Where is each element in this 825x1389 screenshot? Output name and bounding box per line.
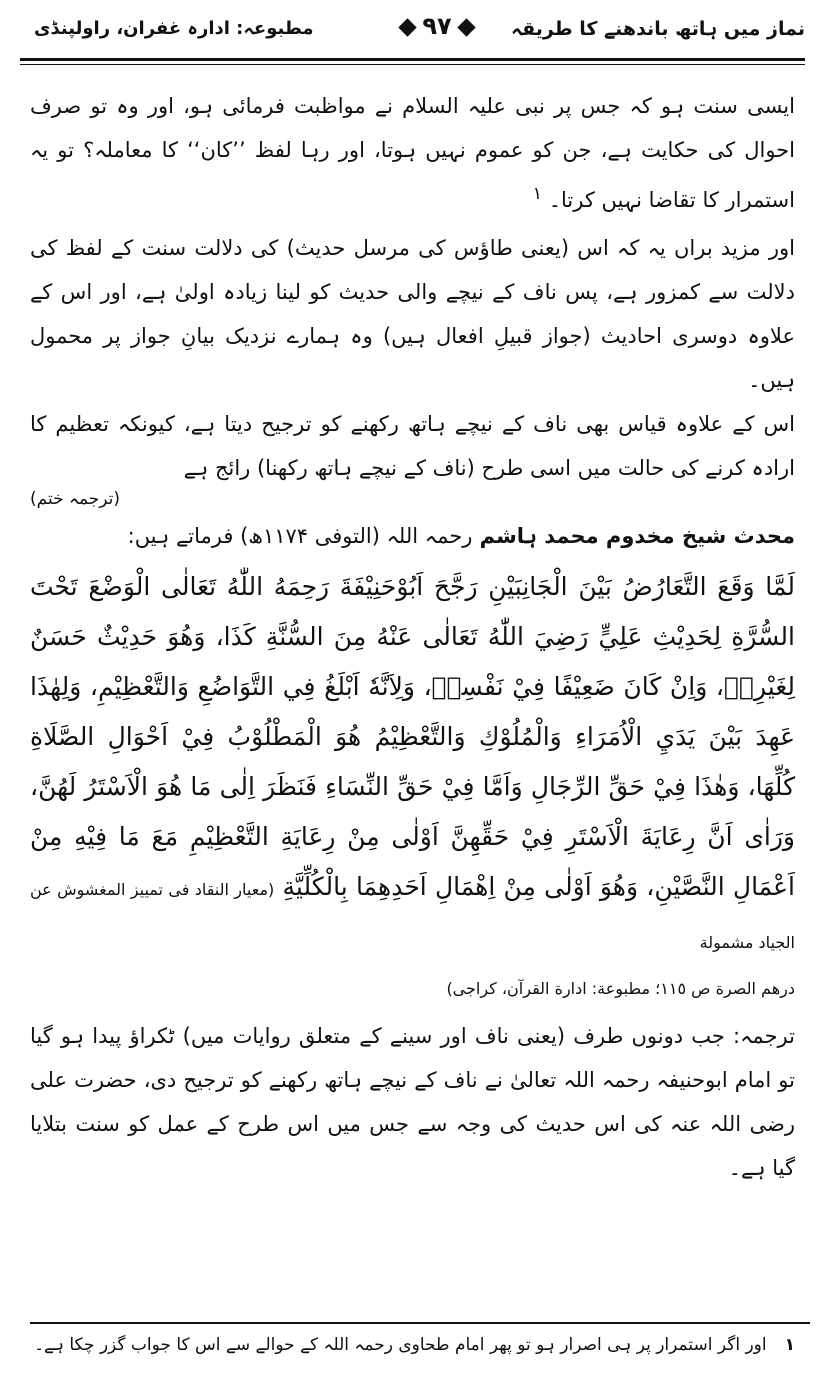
- header-divider: [20, 58, 805, 61]
- paragraph-1: [30, 84, 795, 222]
- urdu-translation: ترجمہ: جب دونوں طرف (یعنی ناف اور سینے کے متعلق روایات میں) ٹکراؤ پیدا ہو گیا تو امام ابوحنیفہ رحمہ اللہ تعالیٰ نے ناف کے نیچے ہاتھ رکھنے کو ترجیح دی، حضرت علی رضی اللہ عنہ کی اس حدیث کی وجہ سے جس میں اس طرح کے عمل کو سنت بتلایا گیا ہے۔: [30, 1024, 795, 1180]
- header-divider-thin: [20, 64, 805, 65]
- footnote-divider: [30, 1322, 810, 1324]
- page-number-box: [382, 12, 492, 40]
- author-intro-rest: رحمہ اللہ (التوفی ۱۱۷۴ھ) فرماتے ہیں:: [127, 524, 473, 548]
- page-header: [20, 12, 805, 54]
- footnote: [30, 1334, 795, 1355]
- arabic-quotation: [30, 562, 795, 968]
- paragraph-3: اس کے علاوہ قیاس بھی ناف کے نیچے ہاتھ رکھنے کو ترجیح دیتا ہے، کیونکہ تعظیم کا ارادہ کرنے کی حالت میں اسی طرح (ناف کے نیچے ہاتھ رکھنا) رائج ہے: [30, 412, 795, 480]
- page-body: [30, 84, 795, 1190]
- footnote-marker: ۱: [532, 184, 543, 204]
- translation-end-note: (ترجمہ ختم): [30, 489, 121, 509]
- quote-intro: [30, 516, 795, 556]
- page-number: ۹۷: [422, 12, 452, 40]
- arabic-text: لَمَّا وَقَعَ التَّعَارُضُ بَيْنَ الْجَانِبَيْنِ رَجَّحَ اَبُوْحَنِيْفَةَ رَحِمَهُ اللّٰهُ تَعَالٰى الْوَضْعَ تَحْتَ السُّرَّةِ لِحَدِيْثِ عَلِيٍّ رَضِيَ اللّٰهُ تَعَالٰى عَنْهُ مِنَ السُّنَّةِ كَذَا، وَهُوَ حَدِيْثٌ حَسَنٌ لِغَيْرِهٖ، وَاِنْ كَانَ ضَعِيْفًا فِيْ نَفْسِهٖ، وَلِاَنَّهٗ اَبْلَغُ فِي التَّوَاضُعِ وَالتَّعْظِيْمِ، وَلِهٰذَا عَهِدَ بَيْنَ يَدَيِ الْاُمَرَاءِ وَالْمُلُوْكِ وَالتَّعْظِيْمُ هُوَ الْمَطْلُوْبُ فِيْ اَحْوَالِ الصَّلَاةِ كُلِّهَا، وَهٰذَا فِيْ حَقِّ الرِّجَالِ وَاَمَّا فِيْ حَقِّ النِّسَاءِ فَنَظَرَ اِلٰى مَا هُوَ الْاَسْتَرُ لَهُنَّ، وَرَاٰى اَنَّ رِعَايَةَ الْاَسْتَرِ فِيْ حَقِّهِنَّ اَوْلٰى مِنْ رِعَايَةِ التَّعْظِيْمِ مَعَ مَا فِيْهِ مِنْ اَعْمَالِ النَّصَّيْنِ، وَهُوَ اَوْلٰى مِنْ اِهْمَالِ اَحَدِهِمَا بِالْكُلِّيَّةِ: [30, 572, 796, 901]
- diamond-ornament-icon: [399, 18, 417, 36]
- chapter-title: نماز میں ہاتھ باندھنے کا طریقہ: [510, 18, 805, 40]
- paragraph-1-text: ایسی سنت ہو کہ جس پر نبی علیہ السلام نے مواظبت فرمائی ہو، اور وہ تو صرف احوال کی حکایت ہے، جن کو عموم نہیں ہوتا، اور رہا لفظ ’’کان‘‘ کا معاملہ؟ تو یہ استمرار کا تقاضا نہیں کرتا۔: [30, 94, 795, 212]
- footnote-text: اور اگر استمرار پر ہی اصرار ہو تو پھر امام طحاوی رحمہ اللہ کے حوالے سے اس کا جواب گزر چکا ہے۔: [34, 1335, 767, 1355]
- arabic-reference-continued: درهم الصرة ص ١١٥؛ مطبوعة: ادارة القرآن، كراجى): [446, 979, 795, 998]
- arabic-reference: (معيار النقاد فى تمييز المغشوش عن الجياد مشمولة: [30, 880, 795, 952]
- publisher-info: مطبوعہ: ادارہ غفران، راولپنڈی: [34, 18, 314, 39]
- footnote-number: ۱: [784, 1335, 795, 1355]
- author-name: محدث شیخ مخدوم محمد ہاشم: [479, 524, 795, 548]
- diamond-ornament-icon: [457, 18, 475, 36]
- paragraph-2: اور مزید براں یہ کہ اس (یعنی طاؤس کی مرسل حدیث) کی دلالت سنت کے لفظ کی دلالت سے کمزور ہے، پس ناف کے نیچے والی حدیث کو لینا زیادہ اولیٰ ہے، اور اس کے علاوہ دوسری احادیث (جواز قبیلِ افعال ہیں) وہ ہمارے نزدیک بیانِ جواز پر محمول ہیں۔: [30, 236, 795, 392]
